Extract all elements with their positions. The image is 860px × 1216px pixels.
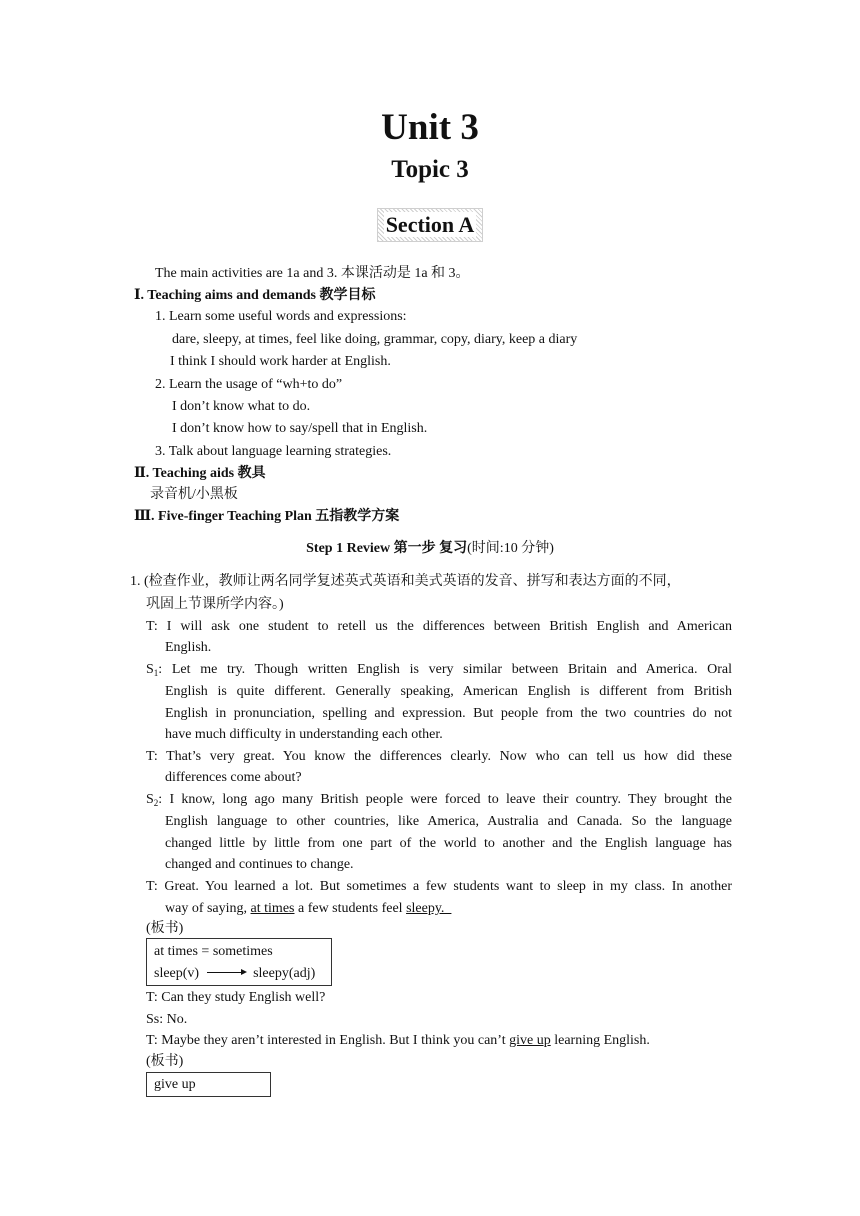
- student2-line-3: changed little by little from one part of the world to another and the English language has: [165, 836, 732, 851]
- aids-content: 录音机/小黑板: [150, 487, 238, 502]
- board-label-2: (板书): [146, 1054, 184, 1069]
- teacher-line-3a: T: Great. You learned a lot. But sometimes a few students want to sleep in my class. In another: [146, 879, 732, 894]
- aims-item-1: 1. Learn some useful words and expressions:: [155, 309, 407, 324]
- aims-heading: Ⅰ. Teaching aims and demands 教学目标: [134, 288, 376, 303]
- student1-line-3: English in pronunciation, spelling and expression. But people from the two countries do not: [165, 706, 732, 721]
- teacher-line-5: [146, 1032, 650, 1050]
- right-arrow-icon: [207, 972, 245, 973]
- step1-item-line-2: 巩固上节课所学内容。): [146, 597, 284, 612]
- blackboard-note-2: [146, 1072, 271, 1097]
- teacher-line-3b-part-2: a few students feel: [294, 901, 407, 916]
- section-heading-wrap: [0, 208, 860, 242]
- intro-line: The main activities are 1a and 3. 本课活动是 1a 和 3。: [155, 266, 470, 281]
- student1-label: S: [146, 662, 154, 677]
- board1-line-1: at times = sometimes: [154, 944, 273, 959]
- student2-line-2: English language to other countries, like America, Australia and Canada. So the language: [165, 814, 732, 829]
- student1-line-1: [146, 661, 732, 679]
- student2-label: S: [146, 792, 154, 807]
- teacher-line-2a: T: That’s very great. You know the differences clearly. Now who can tell us how did these: [146, 749, 732, 764]
- section-heading: [377, 208, 484, 242]
- teacher-line-2b: differences come about?: [165, 770, 302, 785]
- step1-item-line-1: 1. (检查作业，教师让两名同学复述英式英语和美式英语的发音、拼写和表达方面的不同，: [130, 574, 681, 589]
- teacher-line-5-part-1: T: Maybe they aren’t interested in English. But I think you can’t: [146, 1033, 510, 1048]
- student2-subscript: 2: [153, 798, 159, 808]
- student1-subscript: 1: [153, 668, 159, 678]
- plan-heading: Ⅲ. Five-finger Teaching Plan 五指教学方案: [134, 509, 400, 524]
- step1-heading-title: Step 1 Review 第一步 复习: [306, 541, 468, 556]
- board1-left-word: sleep(v): [154, 966, 200, 981]
- underlined-at-times: at times: [250, 901, 295, 916]
- student1-line-2: English is quite different. Generally speaking, American English is different from British: [165, 684, 732, 699]
- teacher-line-5-part-2: learning English.: [550, 1033, 650, 1048]
- aims-sentence: I think I should work harder at English.: [170, 354, 391, 369]
- student1-text-1: : Let me try. Though written English is very similar between Britain and America. Oral: [158, 662, 732, 677]
- student2-text-1: : I know, long ago many British people were forced to leave their country. They brought the: [158, 792, 732, 807]
- board1-right-word: sleepy(adj): [253, 966, 316, 981]
- topic-title: Topic 3: [391, 156, 469, 183]
- board-label-1: (板书): [146, 921, 184, 936]
- aids-heading: Ⅱ. Teaching aids 教具: [134, 466, 266, 481]
- students-line: Ss: No.: [146, 1012, 188, 1027]
- aims-item-3: 3. Talk about language learning strategies.: [155, 444, 392, 459]
- blackboard-note-1: [146, 938, 332, 986]
- teacher-line-3b-part-1: way of saying,: [165, 901, 251, 916]
- student2-line-1: [146, 791, 732, 809]
- teacher-line-3b: [165, 900, 451, 918]
- teacher-line-1b: English.: [165, 640, 212, 655]
- underlined-sleepy: sleepy.: [406, 901, 452, 916]
- aims-example-2: I don’t know how to say/spell that in English.: [172, 421, 428, 436]
- aims-words: dare, sleepy, at times, feel like doing, grammar, copy, diary, keep a diary: [172, 332, 578, 347]
- underlined-give-up: give up: [509, 1033, 551, 1048]
- student1-line-4: have much difficulty in understanding each other.: [165, 727, 443, 742]
- board1-line-2: [154, 965, 315, 983]
- section-heading-text: Section A: [385, 212, 475, 237]
- step1-heading: [0, 540, 860, 558]
- step1-heading-time: (时间:10 分钟): [467, 541, 554, 556]
- teacher-line-4: T: Can they study English well?: [146, 990, 326, 1005]
- unit-title: Unit 3: [381, 107, 479, 148]
- student2-line-4: changed and continues to change.: [165, 857, 354, 872]
- teacher-line-1a: T: I will ask one student to retell us the differences between British English and American: [146, 619, 732, 634]
- aims-example-1: I don’t know what to do.: [172, 399, 311, 414]
- aims-item-2: 2. Learn the usage of “wh+to do”: [155, 377, 343, 392]
- board2-line-1: give up: [154, 1077, 196, 1092]
